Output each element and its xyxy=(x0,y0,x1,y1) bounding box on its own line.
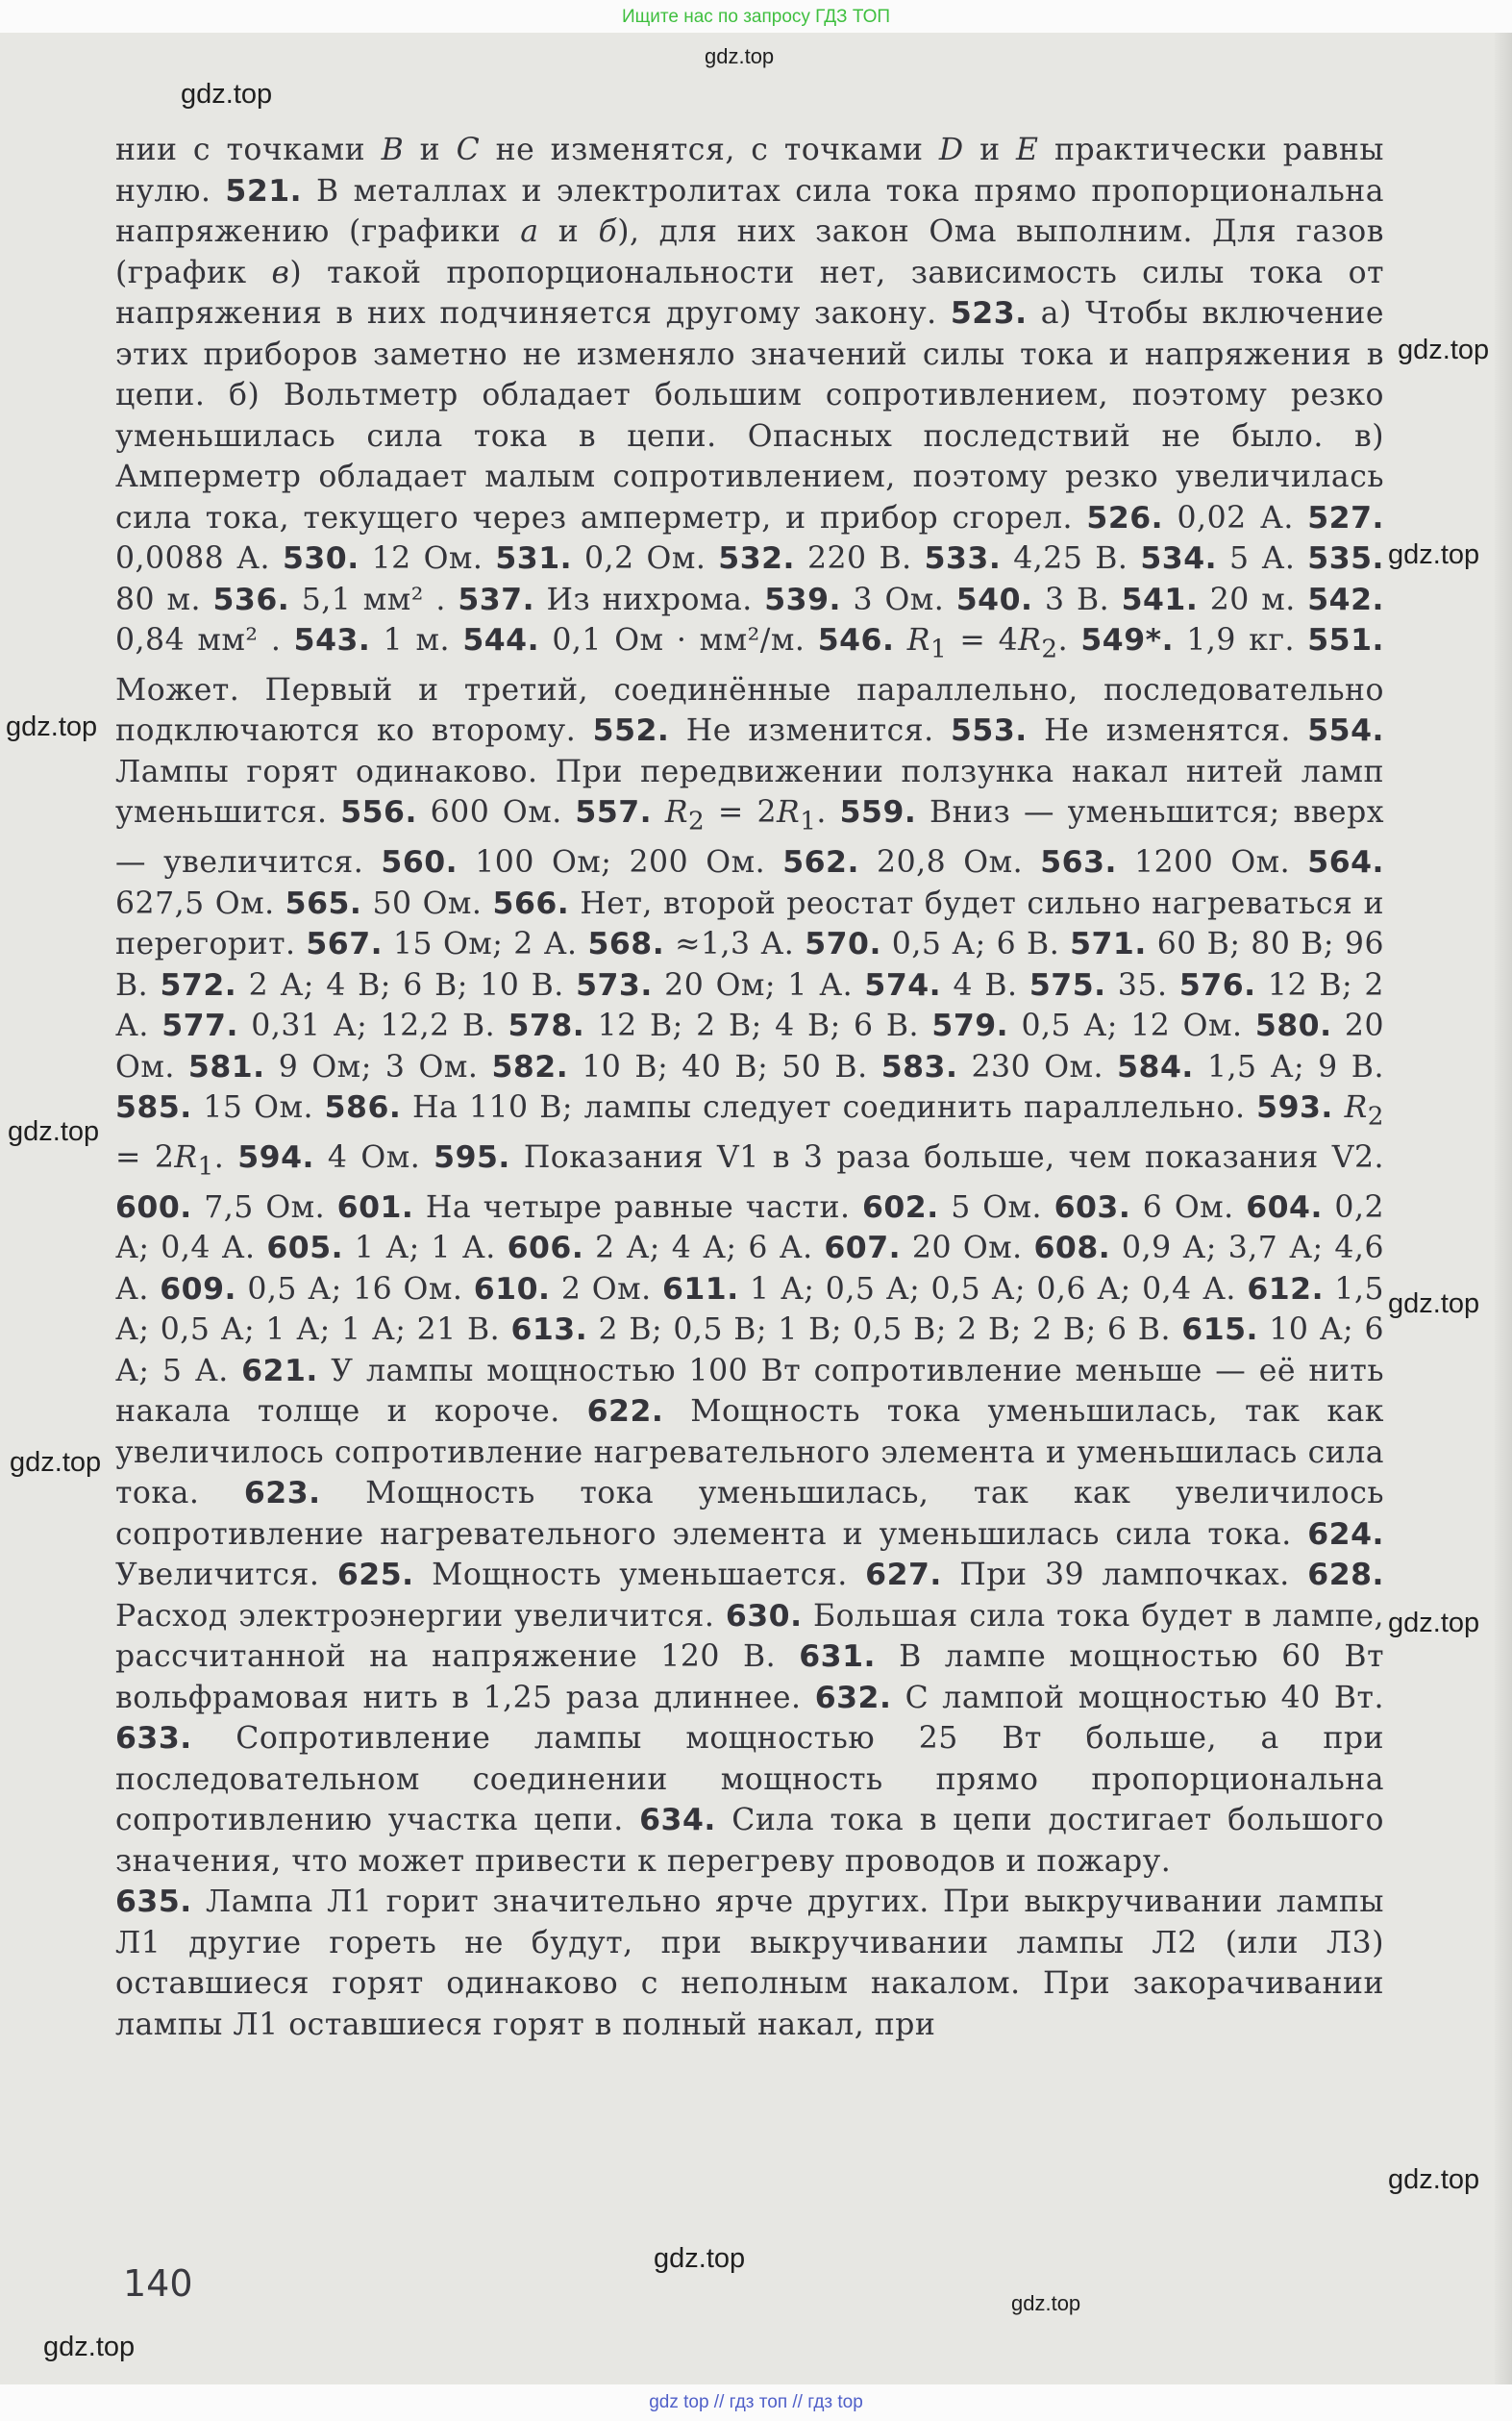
problem-number: 631. xyxy=(799,1639,876,1675)
problem-number: 539. xyxy=(764,582,841,617)
problem-number: 615. xyxy=(1181,1312,1259,1348)
page-text xyxy=(115,130,1384,2045)
problem-number: 576. xyxy=(1178,967,1256,1003)
text-run: Лампа Л1 горит значительно ярче других. При выкручивании лампы Л1 другие гореть не будут, при выкручивании лампы Л2 (или Л3) оставшиеся горят одинаково с неполным накалом. При закорачивании лампы Л1 оставшиеся горят в полный накал, при xyxy=(115,1884,1384,2042)
problem-number: 627. xyxy=(865,1558,942,1593)
problem-number: 542. xyxy=(1307,582,1384,617)
problem-number: 551. xyxy=(1307,623,1384,658)
text-run: 1,5 А; 9 В. xyxy=(1193,1049,1384,1085)
text-run: не изменятся, с точками xyxy=(480,133,939,167)
subscript: 1 xyxy=(800,807,817,836)
problem-number: 575. xyxy=(1029,967,1106,1003)
watermark: gdz.top xyxy=(1388,1608,1480,1638)
text-run: При 39 лампочках. xyxy=(941,1558,1308,1593)
text-run: Большая сила тока будет в лампе, рассчитанной на напряжение 120 В. xyxy=(115,1598,1384,1675)
math-symbol: R xyxy=(1018,623,1042,658)
text-run xyxy=(652,795,665,830)
text-run: 3 Ом. xyxy=(841,582,956,617)
problem-number: 549*. xyxy=(1080,623,1175,658)
problem-number: 579. xyxy=(931,1009,1009,1044)
text-run: нии с точками xyxy=(115,133,382,167)
text-run: 0,02 А. xyxy=(1163,500,1308,536)
text-run: 0,5 А; 16 Ом. xyxy=(235,1271,474,1307)
page-number: 140 xyxy=(123,2262,193,2305)
text-run: 5,1 мм² . xyxy=(289,582,459,617)
problem-number: 610. xyxy=(473,1271,551,1307)
problem-number: 584. xyxy=(1117,1049,1194,1085)
problem-number: 622. xyxy=(586,1394,664,1430)
problem-number: 565. xyxy=(285,886,362,921)
text-run: 15 Ом. xyxy=(191,1090,325,1126)
problem-number: 580. xyxy=(1254,1009,1332,1044)
problem-number: 532. xyxy=(718,541,796,576)
problem-number: 595. xyxy=(434,1139,510,1175)
math-symbol: D xyxy=(938,133,964,167)
text-run: 600 Ом. xyxy=(416,795,576,831)
text-run: 7,5 Ом. xyxy=(191,1189,337,1225)
problem-number: 606. xyxy=(507,1231,584,1266)
problem-number: 570. xyxy=(805,927,881,962)
text-run: Может. Первый и третий, соединённые параллельно, последовательно подключаются ко второму. xyxy=(115,672,1384,749)
text-run: 35. xyxy=(1105,967,1179,1003)
problem-number: 552. xyxy=(592,713,670,749)
problem-number: 536. xyxy=(212,582,290,617)
text-run: = 2 xyxy=(115,1139,175,1175)
text-run: Сопротивление лампы мощностью 25 Вт больше, а при последовательном соединении мощность прямо пропорциональна сопротивлению участка цепи. xyxy=(115,1721,1384,1838)
text-run: На 110 В; лампы следует соединить параллельно. xyxy=(401,1090,1257,1126)
math-symbol: R xyxy=(906,623,930,658)
watermark: gdz.top xyxy=(1388,1288,1480,1319)
watermark: gdz.top xyxy=(1011,2291,1081,2315)
problem-number: 546. xyxy=(817,623,895,658)
problem-number: 635. xyxy=(115,1884,192,1920)
text-run: . xyxy=(213,1139,238,1175)
text-run: ), для них закон Ома выполним. Для газов (график xyxy=(115,214,1384,290)
problem-number: 543. xyxy=(293,623,371,658)
problem-number: 594. xyxy=(237,1139,314,1175)
problem-number: 586. xyxy=(324,1090,402,1126)
problem-number: 562. xyxy=(782,845,859,881)
problem-number: 535. xyxy=(1307,541,1385,576)
problem-number: 603. xyxy=(1053,1189,1131,1225)
text-run: 12 Ом. xyxy=(359,541,496,576)
problem-number: 563. xyxy=(1040,845,1117,881)
text-run: Мощность тока уменьшилась, так как увеличилось сопротивление нагревательного элемента и уменьшилась сила тока. xyxy=(115,1476,1384,1552)
problem-number: 624. xyxy=(1307,1516,1384,1552)
text-run: 1,9 кг. xyxy=(1174,623,1308,658)
problem-number: 623. xyxy=(243,1476,321,1511)
problem-number: 632. xyxy=(814,1680,892,1715)
subscript: 1 xyxy=(930,635,948,664)
text-run: 9 Ом; 3 Ом. xyxy=(264,1049,492,1085)
text-run: В металлах и электролитах сила тока прямо пропорциональна напряжению (графики xyxy=(115,173,1384,249)
text-run: 0,0088 А. xyxy=(115,541,283,576)
problem-number: 556. xyxy=(340,795,417,831)
problem-number: 585. xyxy=(115,1090,192,1126)
watermark: gdz.top xyxy=(6,711,98,742)
text-run: и xyxy=(963,133,1017,167)
text-run: Вниз — уменьшится; вверх — увеличится. xyxy=(115,795,1384,881)
watermark: gdz.top xyxy=(8,1116,100,1147)
text-run: 20 Ом; 1 А. xyxy=(652,967,865,1003)
text-run: и xyxy=(538,214,599,249)
text-run: 6 Ом. xyxy=(1130,1189,1247,1225)
text-run: 2 В; 0,5 В; 1 В; 0,5 В; 2 В; 2 В; 6 В. xyxy=(587,1312,1182,1348)
text-run: Нет, второй реостат будет сильно нагреваться и перегорит. xyxy=(115,886,1384,962)
problem-number: 572. xyxy=(160,967,237,1003)
problem-number: 534. xyxy=(1140,541,1218,576)
text-run: Не изменится. xyxy=(669,713,952,749)
problem-number: 625. xyxy=(336,1558,414,1593)
problem-number: 560. xyxy=(381,845,459,881)
problem-number: 609. xyxy=(160,1271,236,1307)
problem-number: 523. xyxy=(950,296,1028,331)
watermark: gdz.top xyxy=(1398,335,1490,365)
text-run: 12 В; 2 В; 4 В; 6 В. xyxy=(584,1009,932,1044)
text-run: 627,5 Ом. xyxy=(115,886,285,921)
text-run: Мощность тока уменьшилась, так как увеличилось сопротивление нагревательного элемента и уменьшилась сила тока. xyxy=(115,1394,1384,1511)
problem-number: 571. xyxy=(1070,927,1147,962)
text-run: Показания V1 в 3 раза больше, чем показания V2. xyxy=(509,1139,1384,1175)
problem-number: 613. xyxy=(510,1312,588,1348)
problem-number: 541. xyxy=(1121,582,1199,617)
text-run: 0,5 А; 6 В. xyxy=(880,927,1071,962)
problem-number: 605. xyxy=(266,1231,344,1266)
problem-number: 582. xyxy=(491,1049,569,1085)
math-symbol: E xyxy=(1016,133,1039,167)
text-run: 1 А; 1 А. xyxy=(343,1231,508,1266)
problem-number: 621. xyxy=(241,1353,318,1388)
text-run: 2 А; 4 А; 6 А. xyxy=(583,1231,825,1266)
text-run: а) Чтобы включение этих приборов заметно не изменяло значений силы тока и напряжения в цепи. б) Вольтметр обладает большим сопротивлением, поэтому резко уменьшилась сила тока в цепи. Опасных последствий не было. в) Амперметр обладает малым сопротивлением, поэтому резко увеличилась сила тока, текущего через амперметр, и прибор сгорел. xyxy=(115,296,1384,536)
text-run: 2 Ом. xyxy=(550,1271,662,1307)
text-paragraph xyxy=(115,130,1384,1882)
text-run: Расход электроэнергии увеличится. xyxy=(115,1598,726,1634)
text-run: . xyxy=(1057,623,1081,658)
text-run: Не изменятся. xyxy=(1027,713,1308,749)
subscript: 2 xyxy=(688,807,706,836)
problem-number: 574. xyxy=(864,967,942,1003)
math-symbol: R xyxy=(174,1139,198,1175)
subscript: 2 xyxy=(1041,635,1058,664)
problem-number: 583. xyxy=(880,1049,958,1085)
text-run: 0,31 А; 12,2 В. xyxy=(237,1009,508,1044)
math-symbol: R xyxy=(664,795,689,831)
problem-number: 530. xyxy=(282,541,359,576)
watermark: gdz.top xyxy=(43,2332,136,2362)
text-run: = 2 xyxy=(705,795,777,831)
text-run: 4,25 В. xyxy=(1001,541,1141,576)
text-run: 20 Ом. xyxy=(901,1231,1034,1266)
text-run: 230 Ом. xyxy=(957,1049,1118,1085)
text-run: . xyxy=(816,795,840,831)
math-symbol: б xyxy=(598,214,618,249)
problem-number: 564. xyxy=(1307,845,1385,881)
footer-links[interactable]: gdz top // гдз топ // гдз top xyxy=(0,2384,1512,2421)
text-run: 5 А. xyxy=(1217,541,1308,576)
text-run: и xyxy=(404,133,457,167)
text-run: 4 Ом. xyxy=(313,1139,434,1175)
problem-number: 612. xyxy=(1247,1271,1325,1307)
problem-number: 526. xyxy=(1086,500,1164,536)
text-run: 3 В. xyxy=(1032,582,1122,617)
text-run: 12 В; 2 А. xyxy=(115,967,1384,1044)
watermark: gdz.top xyxy=(654,2243,746,2274)
text-run: 5 Ом. xyxy=(938,1189,1054,1225)
problem-number: 633. xyxy=(115,1721,192,1757)
problem-number: 557. xyxy=(575,795,653,831)
text-run: 1200 Ом. xyxy=(1116,845,1308,881)
problem-number: 608. xyxy=(1033,1231,1111,1266)
text-run: 0,2 А; 0,4 А. xyxy=(115,1189,1385,1266)
text-run: 1 А; 0,5 А; 0,5 А; 0,6 А; 0,4 А. xyxy=(738,1271,1248,1307)
problem-number: 602. xyxy=(861,1189,939,1225)
problem-number: 540. xyxy=(955,582,1033,617)
text-run: 20 Ом. xyxy=(115,1009,1384,1085)
text-run: С лампой мощностью 40 Вт. xyxy=(891,1680,1384,1715)
math-symbol: C xyxy=(456,133,481,167)
text-run: 10 В; 40 В; 50 В. xyxy=(568,1049,881,1085)
math-symbol: а xyxy=(520,214,539,249)
text-run: Из нихрома. xyxy=(534,582,765,617)
text-run: ≈1,3 А. xyxy=(664,927,806,962)
problem-number: 567. xyxy=(306,927,384,962)
top-banner[interactable]: Ищите нас по запросу ГДЗ ТОП xyxy=(0,0,1512,33)
watermark: gdz.top xyxy=(1388,2164,1480,2195)
problem-number: 573. xyxy=(576,967,653,1003)
text-run: 0,5 А; 12 Ом. xyxy=(1008,1009,1255,1044)
text-run: Лампы горят одинаково. При передвижении ползунка накал нитей ламп уменьшится. xyxy=(115,754,1384,831)
problem-number: 634. xyxy=(639,1803,716,1838)
problem-number: 553. xyxy=(951,713,1028,749)
watermark: gdz.top xyxy=(10,1447,102,1478)
text-run: 0,2 Ом. xyxy=(572,541,719,576)
problem-number: 533. xyxy=(924,541,1002,576)
text-run: Увеличится. xyxy=(115,1558,337,1593)
text-run: Сила тока в цепи достигает большого значения, что может привести к перегреву проводов и пожару. xyxy=(115,1803,1384,1879)
problem-number: 611. xyxy=(661,1271,739,1307)
problem-number: 593. xyxy=(1256,1090,1333,1126)
math-symbol: B xyxy=(381,133,405,167)
text-run: 20,8 Ом. xyxy=(858,845,1041,881)
subscript: 2 xyxy=(1367,1102,1384,1132)
problem-number: 604. xyxy=(1246,1189,1323,1225)
text-run xyxy=(1333,1090,1345,1125)
text-run: У лампы мощностью 100 Вт сопротивление меньше — её нить накала толще и короче. xyxy=(115,1353,1384,1430)
watermark: gdz.top xyxy=(181,79,273,110)
text-run: 220 В. xyxy=(795,541,925,576)
watermark: gdz.top xyxy=(705,44,775,68)
text-run: В лампе мощностью 60 Вт вольфрамовая нить в 1,25 раза длиннее. xyxy=(115,1639,1384,1715)
text-run: 0,1 Ом · мм²/м. xyxy=(539,623,818,658)
text-run: практически равны нулю. xyxy=(115,133,1384,209)
text-run: 4 В. xyxy=(941,967,1029,1003)
problem-number: 521. xyxy=(225,173,303,209)
watermark: gdz.top xyxy=(1388,539,1480,570)
math-symbol: R xyxy=(777,795,801,831)
text-run: На четыре равные части. xyxy=(413,1189,862,1225)
text-run: 100 Ом; 200 Ом. xyxy=(458,845,783,881)
problem-number: 630. xyxy=(725,1598,803,1634)
problem-number: 544. xyxy=(462,623,540,658)
text-run: Мощность уменьшается. xyxy=(413,1558,866,1593)
problem-number: 568. xyxy=(587,927,665,962)
text-run: 50 Ом. xyxy=(361,886,493,921)
problem-number: 531. xyxy=(495,541,573,576)
text-run: 0,9 А; 3,7 А; 4,6 А. xyxy=(115,1231,1384,1307)
math-symbol: R xyxy=(1344,1090,1368,1126)
problem-number: 581. xyxy=(187,1049,265,1085)
problem-number: 601. xyxy=(336,1189,414,1225)
problem-number: 527. xyxy=(1307,500,1384,536)
text-run: = 4 xyxy=(947,623,1019,658)
problem-number: 559. xyxy=(839,795,917,831)
problem-number: 628. xyxy=(1307,1558,1385,1593)
problem-number: 537. xyxy=(458,582,535,617)
problem-number: 600. xyxy=(115,1189,192,1225)
text-run: 60 В; 80 В; 96 В. xyxy=(115,927,1384,1003)
problem-number: 578. xyxy=(508,1009,585,1044)
text-run: 0,84 мм² . xyxy=(115,623,294,658)
text-run: 80 м. xyxy=(115,582,213,617)
problem-number: 577. xyxy=(161,1009,238,1044)
text-run: 2 А; 4 В; 6 В; 10 В. xyxy=(236,967,577,1003)
text-paragraph xyxy=(115,1882,1384,2045)
math-symbol: в xyxy=(271,255,290,290)
problem-number: 554. xyxy=(1307,713,1384,749)
text-run: 15 Ом; 2 А. xyxy=(383,927,588,962)
text-run: 1 м. xyxy=(370,623,463,658)
text-run xyxy=(894,623,906,658)
text-run: ) такой пропорциональности нет, зависимость силы тока от напряжения в них подчиняется другому закону. xyxy=(115,255,1384,331)
subscript: 1 xyxy=(197,1152,214,1182)
problem-number: 566. xyxy=(492,886,570,921)
text-run: 10 А; 6 А; 5 А. xyxy=(115,1312,1384,1388)
problem-number: 607. xyxy=(824,1231,902,1266)
text-run: 20 м. xyxy=(1198,582,1308,617)
text-run: 1,5 А; 0,5 А; 1 А; 1 А; 21 В. xyxy=(115,1271,1385,1348)
